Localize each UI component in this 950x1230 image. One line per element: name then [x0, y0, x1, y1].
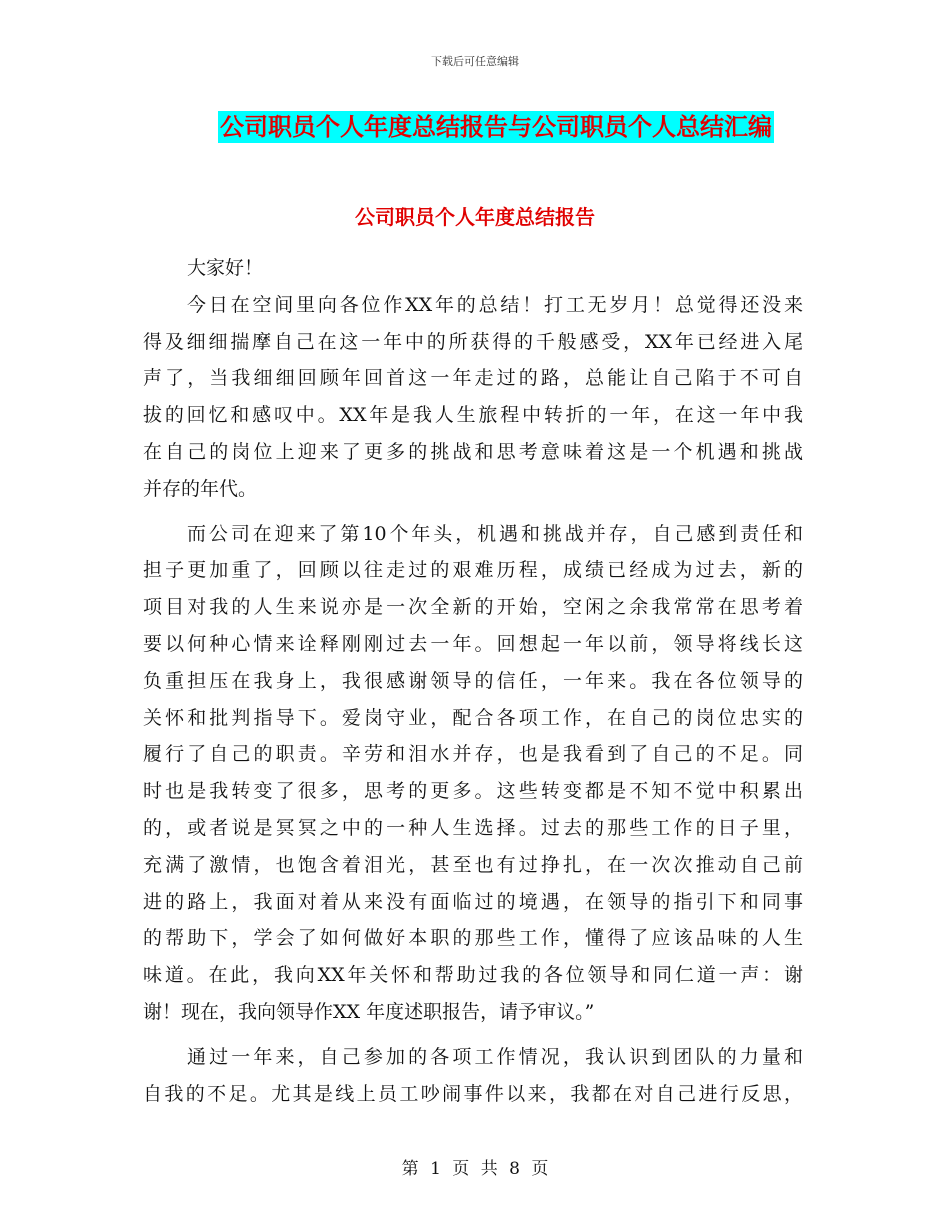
paragraph-line: 自我的不足。尤其是线上员工吵闹事件以来，我都在对自己进行反思， [143, 1082, 803, 1105]
greeting: 大家好！ [187, 257, 264, 279]
paragraph-line: 要以何种心情来诠释刚刚过去一年。回想起一年以前，领导将线长这 [143, 632, 803, 655]
paragraph-2 [143, 516, 803, 1031]
paragraph-line: 时也是我转变了很多，思考的更多。这些转变都是不知不觉中积累出 [143, 780, 803, 803]
paragraph-line: 而公司在迎来了第10个年头，机遇和挑战并存，自己感到责任和 [187, 522, 803, 545]
paragraph-line: 履行了自己的职责。辛劳和泪水并存，也是我看到了自己的不足。同 [143, 743, 803, 766]
main-title-container [0, 111, 950, 143]
sub-title: 公司职员个人年度总结报告 [355, 205, 595, 229]
paragraph-line: 担子更加重了，回顾以往走过的艰难历程，成绩已经成为过去，新的 [143, 559, 803, 582]
paragraph-line: 在自己的岗位上迎来了更多的挑战和思考意味着这是一个机遇和挑战 [143, 440, 803, 463]
page-number: 第 1 页 共 8 页 [401, 1159, 549, 1179]
paragraph-line: 通过一年来，自己参加的各项工作情况，我认识到团队的力量和 [187, 1045, 803, 1068]
paragraph-gap [143, 508, 803, 516]
paragraph-line: 进的路上，我面对着从来没有面临过的境遇，在领导的指引下和同事 [143, 890, 803, 913]
paragraph-line: 谢！现在，我向领导作XX 年度述职报告，请予审议。” [143, 1000, 595, 1023]
paragraph-line: 并存的年代。 [143, 477, 258, 500]
paragraph-line: 项目对我的人生来说亦是一次全新的开始，空闲之余我常常在思考着 [143, 596, 803, 619]
header-note: 下载后可任意编辑 [431, 55, 519, 68]
paragraph-line: 的，或者说是冥冥之中的一种人生选择。过去的那些工作的日子里， [143, 816, 803, 839]
paragraph-line: 得及细细揣摩自己在这一年中的所获得的千般感受，XX年已经进入尾 [143, 330, 803, 353]
paragraph-line: 今日在空间里向各位作XX年的总结！打工无岁月！总觉得还没来 [187, 293, 803, 316]
paragraph-line: 声了，当我细细回顾年回首这一年走过的路，总能让自己陷于不可自 [143, 367, 803, 390]
paragraph-line: 拔的回忆和感叹中。XX年是我人生旅程中转折的一年，在这一年中我 [143, 404, 803, 427]
paragraph-line: 的帮助下，学会了如何做好本职的那些工作，懂得了应该品味的人生 [143, 927, 803, 950]
paragraph-1 [143, 287, 803, 508]
paragraph-line: 充满了激情，也饱含着泪光，甚至也有过挣扎，在一次次推动自己前 [143, 853, 803, 876]
paragraph-3 [143, 1039, 803, 1113]
paragraph-line: 味道。在此，我向XX年关怀和帮助过我的各位领导和同仁道一声：谢 [143, 964, 803, 987]
document-body [143, 250, 803, 1112]
main-title: 公司职员个人年度总结报告与公司职员个人总结汇编 [220, 113, 772, 141]
paragraph-line: 负重担压在我身上，我很感谢领导的信任，一年来。我在各位领导的 [143, 669, 803, 692]
paragraph-line: 关怀和批判指导下。爱岗守业，配合各项工作，在自己的岗位忠实的 [143, 706, 803, 729]
paragraph-gap [143, 1031, 803, 1039]
